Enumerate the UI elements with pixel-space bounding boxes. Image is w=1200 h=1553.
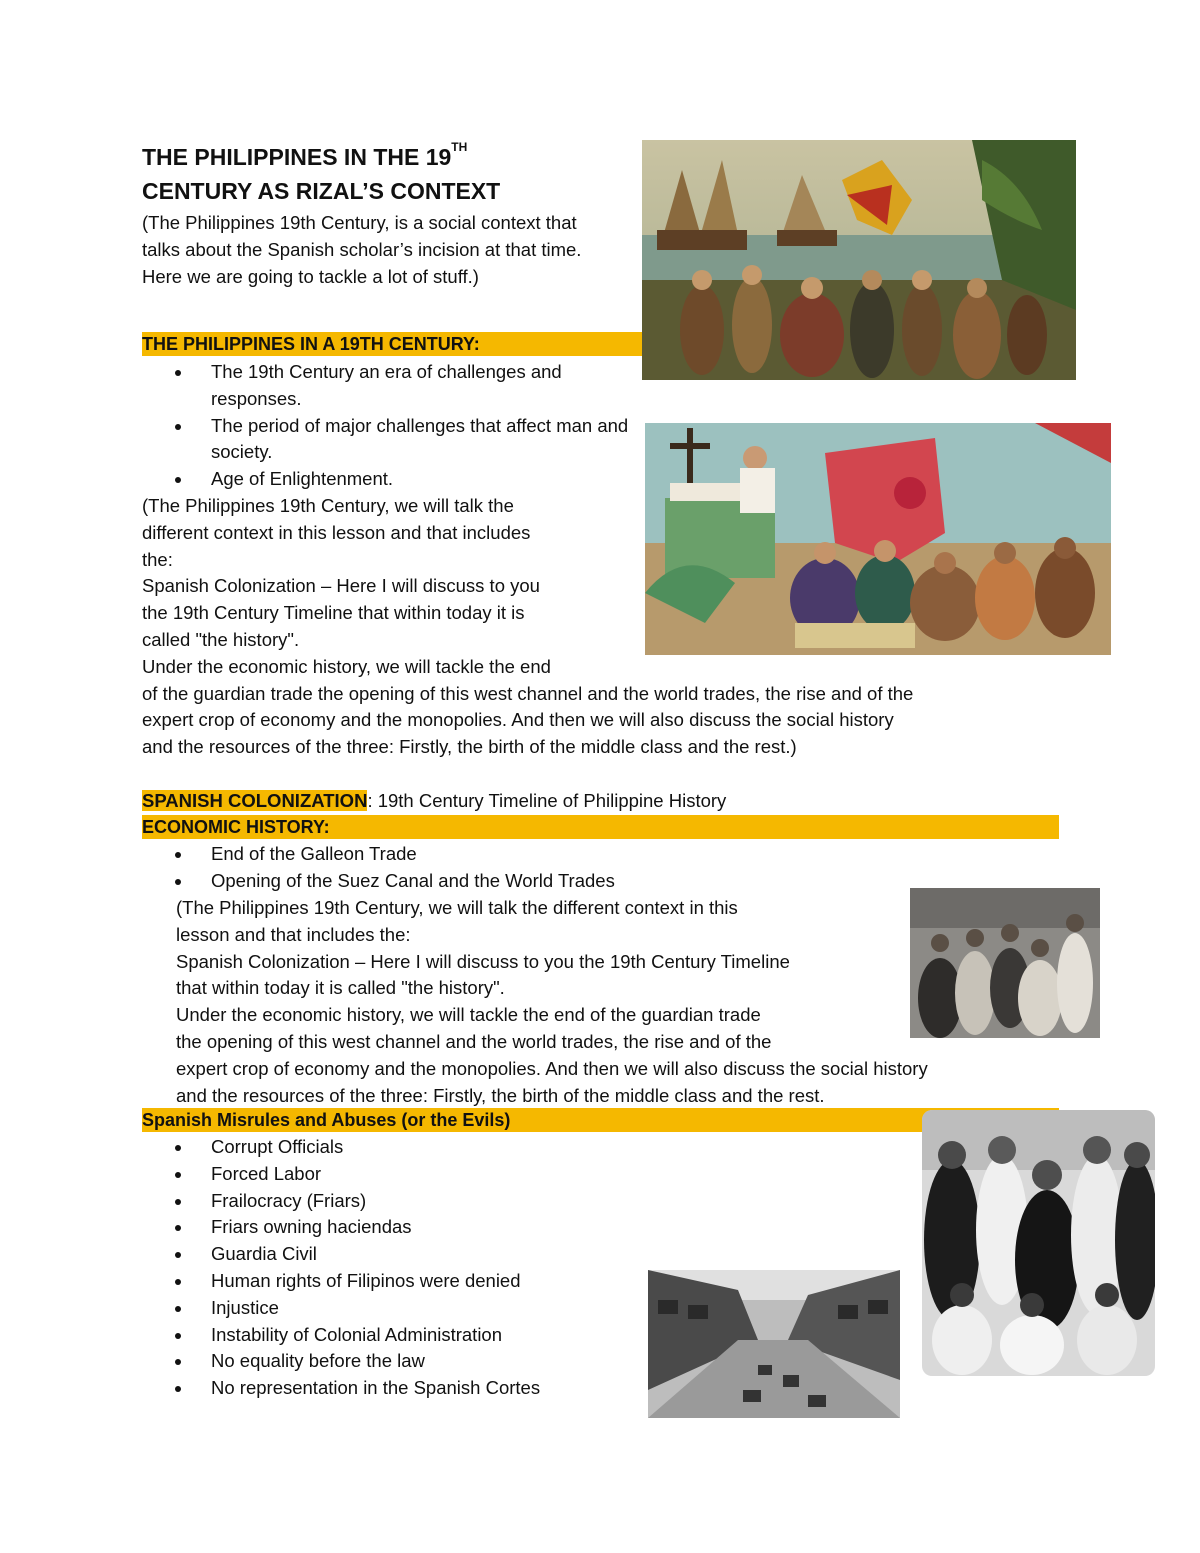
- paragraph-line: (The Philippines 19th Century, we will talk the: [142, 495, 514, 516]
- paragraph-line: of the guardian trade the opening of this west channel and the world trades, the rise and of the: [142, 682, 914, 704]
- paragraph-line: Under the economic history, we will tackle the end: [142, 655, 551, 677]
- paragraph-line: and the resources of the three: Firstly, the birth of the middle class and the rest.: [176, 1084, 825, 1106]
- bullet-icon: [175, 879, 181, 885]
- bullet-icon: [175, 1333, 181, 1339]
- paragraph-line: Under the economic history, we will tackle the end of the guardian trade: [176, 1004, 761, 1026]
- list-item-text: The 19th Century an era of challenges and responses.: [211, 361, 562, 409]
- intro-paragraph: (The Philippines 19th Century, is a social context that talks about the Spanish scholar’s incision at that time. Here we are going to tackle a lot of stuff.): [142, 212, 582, 287]
- section-heading-text: ECONOMIC HISTORY:: [142, 817, 330, 837]
- list-item-text: End of the Galleon Trade: [211, 843, 417, 864]
- spanish-colonization-line: [142, 788, 1042, 815]
- paragraph-line: that within today it is called "the history".: [176, 977, 505, 999]
- list-item: [142, 868, 902, 895]
- bullet-icon: [175, 370, 181, 376]
- list-item: [142, 1322, 642, 1349]
- bullet-icon: [175, 1279, 181, 1285]
- list-item: [142, 1348, 642, 1375]
- list-item-text: Forced Labor: [211, 1162, 322, 1184]
- list-item-text: Frailocracy (Friars): [211, 1189, 367, 1211]
- section1-bullet-list: [142, 359, 632, 493]
- bullet-icon: [175, 1252, 181, 1258]
- bullet-icon: [175, 1306, 181, 1312]
- paragraph-line: (The Philippines 19th Century, we will talk the different context in this: [176, 897, 738, 918]
- paragraph-line: Spanish Colonization – Here I will discuss to you the 19th Century Timeline: [176, 950, 790, 972]
- list-item-text: Guardia Civil: [211, 1243, 317, 1265]
- list-item: [142, 841, 902, 868]
- list-item: [142, 1134, 642, 1161]
- manila-street-photo: [648, 1270, 900, 1418]
- list-item-text: Injustice: [211, 1296, 279, 1318]
- ships-landing-painting: [642, 140, 1076, 380]
- title-superscript: TH: [451, 140, 468, 154]
- list-item-text: No equality before the law: [211, 1350, 425, 1372]
- bullet-icon: [175, 1359, 181, 1365]
- list-item: [142, 1375, 642, 1402]
- list-item: [142, 1268, 642, 1295]
- bullet-icon: [175, 852, 181, 858]
- friars-group-photo: [922, 1110, 1155, 1376]
- list-item: [142, 413, 632, 467]
- list-item-text: Instability of Colonial Administration: [211, 1323, 503, 1345]
- economic-bullet-list: [142, 841, 902, 895]
- bullet-icon: [175, 1199, 181, 1205]
- section-heading-text: THE PHILIPPINES IN A 19TH CENTURY:: [142, 334, 480, 354]
- paragraph-line: and the resources of the three: Firstly, the birth of the middle class and the rest.): [142, 736, 797, 758]
- group-photo-svg: [910, 888, 1100, 1038]
- bullet-icon: [175, 1386, 181, 1392]
- list-item-text: Friars owning haciendas: [211, 1216, 412, 1238]
- list-item: [142, 466, 632, 493]
- section-heading-19th-century: [142, 332, 642, 356]
- section-heading-text: Spanish Misrules and Abuses (or the Evils): [142, 1110, 511, 1130]
- misrules-bullet-list: [142, 1134, 642, 1402]
- section-heading-economic-history: [142, 815, 1059, 839]
- list-item: [142, 1241, 642, 1268]
- spanish-colonization-text: : 19th Century Timeline of Philippine History: [367, 790, 727, 811]
- list-item-text: Age of Enlightenment.: [211, 468, 394, 490]
- list-item-text: Corrupt Officials: [211, 1136, 344, 1157]
- paragraph-line: Spanish Colonization – Here I will discuss to you: [142, 575, 540, 597]
- list-item: [142, 1214, 642, 1241]
- paragraph-line: the opening of this west channel and the world trades, the rise and of the: [176, 1030, 772, 1052]
- paragraph-line: the:: [142, 548, 173, 570]
- paragraph-line: different context in this lesson and that includes: [142, 521, 531, 543]
- spanish-colonization-label: SPANISH COLONIZATION: [142, 790, 368, 811]
- title-line2: CENTURY AS RIZAL’S CONTEXT: [142, 178, 501, 204]
- bullet-icon: [175, 477, 181, 483]
- paragraph-line: expert crop of economy and the monopolies. And then we will also discuss the social history: [142, 709, 894, 731]
- first-mass-mural: [645, 423, 1111, 655]
- ilustrados-group-photo: [910, 888, 1100, 1038]
- paragraph-line: lesson and that includes the:: [176, 923, 411, 945]
- list-item: [142, 1161, 642, 1188]
- bullet-icon: [175, 424, 181, 430]
- list-item: [142, 1188, 642, 1215]
- paragraph-line: the 19th Century Timeline that within today it is: [142, 602, 525, 624]
- friars-photo-svg: [922, 1110, 1155, 1376]
- list-item: [142, 359, 632, 413]
- list-item-text: No representation in the Spanish Cortes: [211, 1377, 541, 1399]
- bullet-icon: [175, 1145, 181, 1151]
- bullet-icon: [175, 1172, 181, 1178]
- paragraph-line: called "the history".: [142, 628, 300, 650]
- bullet-icon: [175, 1225, 181, 1231]
- list-item-text: Opening of the Suez Canal and the World Trades: [211, 869, 615, 891]
- list-item: [142, 1295, 642, 1322]
- first-mass-svg: [645, 423, 1111, 655]
- list-item-text: Human rights of Filipinos were denied: [211, 1269, 521, 1291]
- ships-landing-svg: [642, 140, 1076, 380]
- title-line1: THE PHILIPPINES IN THE 19: [142, 144, 452, 170]
- page-title: [142, 140, 622, 208]
- street-photo-svg: [648, 1270, 900, 1418]
- paragraph-line: expert crop of economy and the monopolies. And then we will also discuss the social history: [176, 1057, 928, 1079]
- list-item-text: The period of major challenges that affect man and society.: [211, 414, 629, 463]
